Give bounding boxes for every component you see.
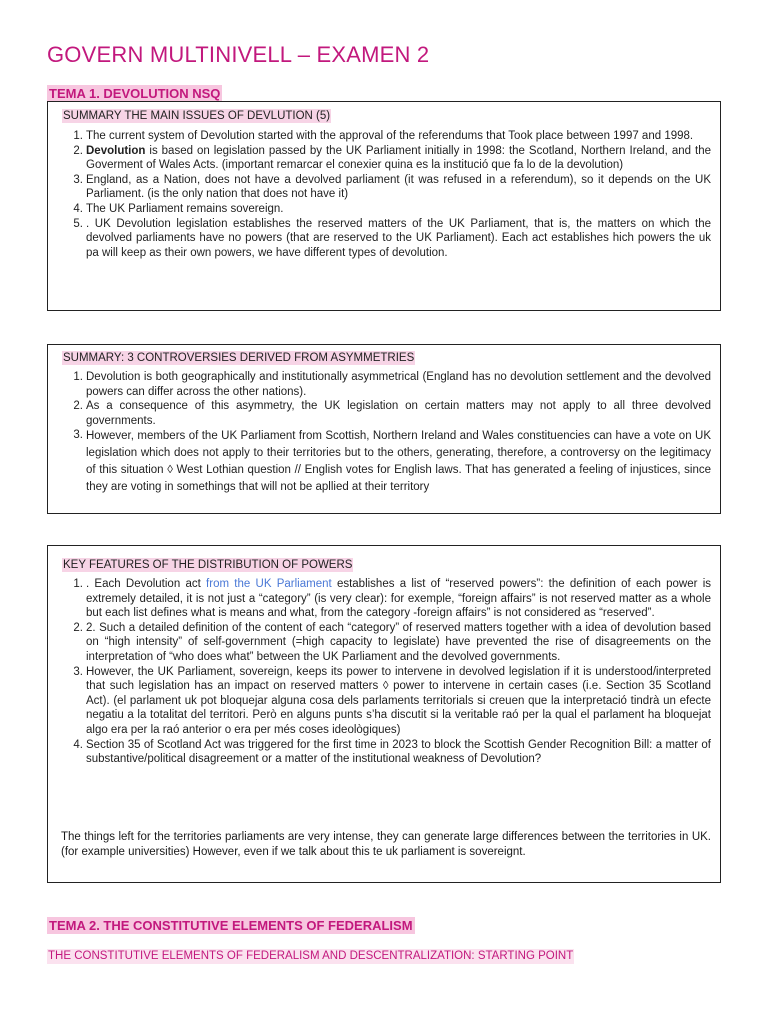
tema2-heading: TEMA 2. THE CONSTITUTIVE ELEMENTS OF FEDERALISM — [49, 918, 413, 933]
summary-box-controversies — [47, 344, 721, 514]
list-item: 1. . Each Devolution act from the UK Parliament establishes a list of “reserved powers”: the definition of each power is extremely detailed, it is not just a “category” (is very clear): for exemple, “foreign affairs” is not reserved matter as a whole but each list defines what is means and what, from the category -foreign affairs” is not considered as “reserved”. — [73, 578, 711, 620]
uk-parliament-link[interactable]: from the UK Parliament — [206, 578, 332, 590]
list-item: 3. England, as a Nation, does not have a devolved parliament (it was refused in a referendum), so it depends on the UK Parliament. (is the only nation that does not have it) — [73, 173, 711, 201]
list-item: 2. As a consequence of this asymmetry, the UK legislation on certain matters may not apply to all three devolved governments. — [73, 400, 711, 427]
summary-box-main-issues — [47, 101, 721, 311]
numbered-list — [62, 370, 711, 496]
list-item: 5. . UK Devolution legislation establishes the reserved matters of the UK Parliament, that is, the matters on which the devolved parliaments have no powers (that are reserved to the UK Parliament). Each act establishes hich powers the uk pa will keep as their own powers, we have different types of devolution. — [73, 217, 711, 259]
list-item: 1. Devolution is both geographically and institutionally asymmetrical (England has no devolution settlement and the devolved powers can differ across the other nations). — [73, 371, 711, 398]
list-item: 4. The UK Parliament remains sovereign. — [73, 202, 284, 215]
numbered-list — [62, 577, 711, 767]
numbered-list — [62, 129, 711, 260]
box-title: KEY FEATURES OF THE DISTRIBUTION OF POWERS — [63, 559, 353, 571]
list-item: 2. 2. Such a detailed definition of the content of each “category” of reserved matters together with a idea of devolution based on “high intensity” of self-government (=high capacity to legislate) have prevented the rise of disagreements on the interpretation of “who does what” between the UK Parliament and the devolved governments. — [73, 621, 711, 663]
key-features-box — [47, 545, 721, 883]
box-title: SUMMARY: 3 CONTROVERSIES DERIVED FROM ASYMMETRIES — [63, 352, 415, 364]
tema2-subheading: THE CONSTITUTIVE ELEMENTS OF FEDERALISM AND DESCENTRALIZATION: STARTING POINT — [48, 950, 574, 962]
closing-paragraph: The things left for the territories parliaments are very intense, they can generate large differences between the territories in UK. (for example universities) However, even if we talk about this te uk parliament is sovereignt. — [61, 831, 711, 858]
list-item: 4. Section 35 of Scotland Act was triggered for the first time in 2023 to block the Scottish Gender Recognition Bill: a matter of substantive/political disagreement or a matter of the institutional weakness of Devolution? — [73, 738, 711, 766]
list-item: 1. The current system of Devolution started with the approval of the referendums that Took place between 1997 and 1998. — [73, 130, 694, 142]
page-title: GOVERN MULTINIVELL – EXAMEN 2 — [47, 42, 430, 67]
box-title: SUMMARY THE MAIN ISSUES OF DEVLUTION (5) — [63, 110, 331, 122]
list-item: 3. However, members of the UK Parliament from Scottish, Northern Ireland and Wales constituencies can have a vote on UK legislation which does not apply to their territories but to the others, generating, therefore, a controversy on the legitimacy of this situation ◊ West Lothian question // English votes for English laws. That has generated a feeling of injustices, since they are voting in somethings that will not be apllied at their territory — [73, 429, 711, 494]
list-item: 2. Devolution is based on legislation passed by the UK Parliament initially in 1998: the Scotland, Northern Ireland, and the Goverment of Wales Acts. (important remarcar el conexier quina es la institució que fa lo de la devolution) — [73, 144, 711, 172]
list-item: 3. However, the UK Parliament, sovereign, keeps its power to intervene in devolved legislation if it is understood/interpreted that such legislation has an impact on reserved matters ◊ power to intervene in certain cases (i.e. Section 35 Scotland Act). (el parlament uk pot bloquejar alguna cosa dels parlaments territorials si creuen que la interpretació tindrà un efecte negatiu a la totalitat del territori. Però en alguns punts s’ha discutit si la veritable raó per la qual el parlament ha bloquejat algo era per la raó anterior o era per més coses ideològiques) — [73, 665, 711, 736]
tema1-heading: TEMA 1. DEVOLUTION NSQ — [49, 86, 221, 101]
